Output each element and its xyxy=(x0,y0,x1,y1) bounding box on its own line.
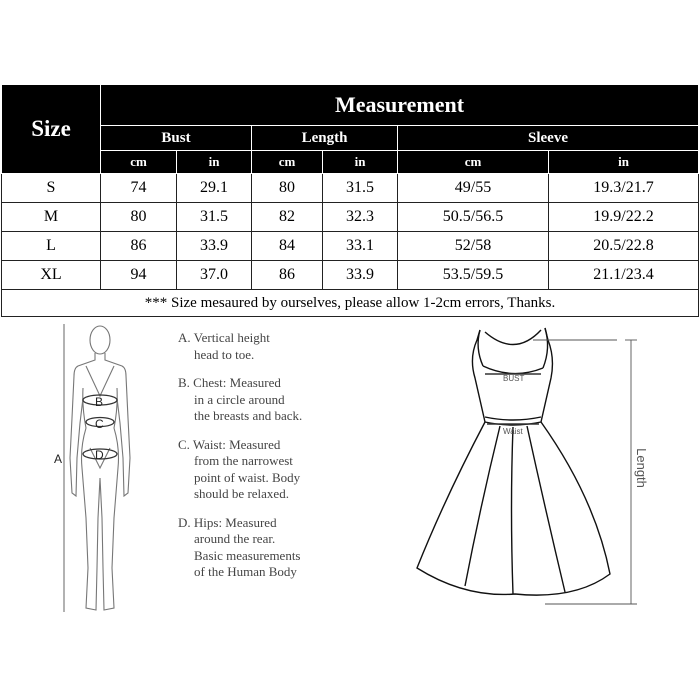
head-outline xyxy=(90,326,110,354)
value-cell: 37.0 xyxy=(177,261,252,290)
size-chart-table xyxy=(1,84,699,317)
legend-item-hips: D. Hips: Measured around the rear. Basic measurements of the Human Body xyxy=(178,514,301,579)
marker-d: D xyxy=(95,448,104,462)
value-cell: 53.5/59.5 xyxy=(398,261,549,290)
value-cell: 33.1 xyxy=(323,232,398,261)
measurement-legend xyxy=(178,330,348,593)
unit-header: in xyxy=(323,151,398,174)
value-cell: 52/58 xyxy=(398,232,549,261)
unit-header: in xyxy=(549,151,699,174)
marker-b: B xyxy=(95,395,104,409)
table-row xyxy=(2,232,699,261)
value-cell: 86 xyxy=(101,232,177,261)
bust-label: BUST xyxy=(503,374,525,383)
table-row xyxy=(2,261,699,290)
bust-group-header: Bust xyxy=(101,126,252,151)
marker-a: A xyxy=(54,452,63,466)
measurement-header: Measurement xyxy=(101,85,699,126)
legend-item-waist: C. Waist: Measured from the narrowest point of waist. Body should be relaxed. xyxy=(178,436,301,501)
legend-item-chest: B. Chest: Measured in a circle around the breasts and back. xyxy=(178,375,303,423)
size-cell: XL xyxy=(2,261,101,290)
size-cell: S xyxy=(2,174,101,203)
value-cell: 80 xyxy=(252,174,323,203)
value-cell: 20.5/22.8 xyxy=(549,232,699,261)
value-cell: 32.3 xyxy=(323,203,398,232)
waist-label: Waist xyxy=(503,427,523,436)
table-row xyxy=(2,203,699,232)
value-cell: 80 xyxy=(101,203,177,232)
value-cell: 21.1/23.4 xyxy=(549,261,699,290)
value-cell: 50.5/56.5 xyxy=(398,203,549,232)
value-cell: 74 xyxy=(101,174,177,203)
value-cell: 49/55 xyxy=(398,174,549,203)
table-row xyxy=(2,174,699,203)
unit-header: in xyxy=(177,151,252,174)
size-header: Size xyxy=(2,85,101,174)
value-cell: 29.1 xyxy=(177,174,252,203)
body-measurement-figure xyxy=(50,318,170,618)
value-cell: 31.5 xyxy=(323,174,398,203)
marker-c: C xyxy=(95,417,104,431)
size-note: *** Size mesaured by ourselves, please allow 1-2cm errors, Thanks. xyxy=(2,290,699,317)
value-cell: 82 xyxy=(252,203,323,232)
value-cell: 84 xyxy=(252,232,323,261)
value-cell: 31.5 xyxy=(177,203,252,232)
length-label: Length xyxy=(634,448,649,488)
legend-item-height: A. Vertical height head to toe. xyxy=(178,330,270,362)
unit-header: cm xyxy=(252,151,323,174)
value-cell: 94 xyxy=(101,261,177,290)
value-cell: 33.9 xyxy=(177,232,252,261)
value-cell: 33.9 xyxy=(323,261,398,290)
dress-measurement-figure xyxy=(405,318,655,608)
sleeve-group-header: Sleeve xyxy=(398,126,699,151)
value-cell: 86 xyxy=(252,261,323,290)
unit-header: cm xyxy=(398,151,549,174)
value-cell: 19.3/21.7 xyxy=(549,174,699,203)
unit-header: cm xyxy=(101,151,177,174)
value-cell: 19.9/22.2 xyxy=(549,203,699,232)
size-cell: L xyxy=(2,232,101,261)
size-cell: M xyxy=(2,203,101,232)
length-group-header: Length xyxy=(252,126,398,151)
